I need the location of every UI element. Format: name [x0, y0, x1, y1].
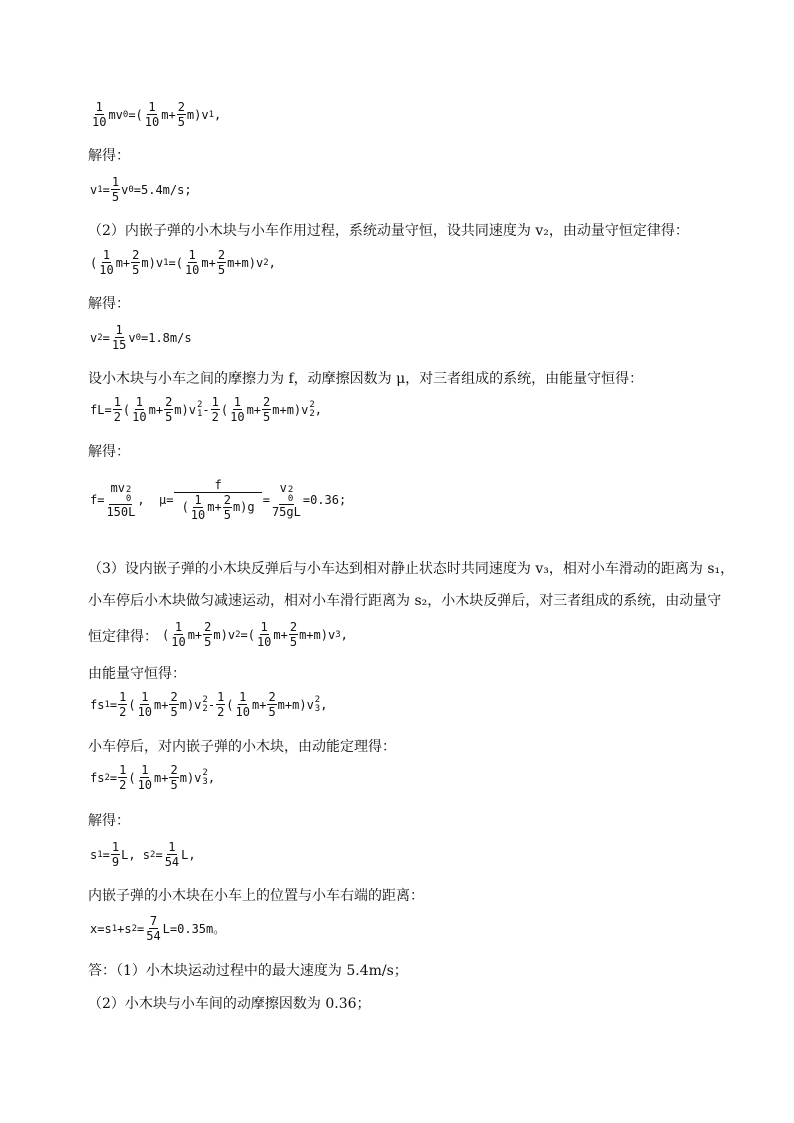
equation-10: s 1 = $\frac{1}{9}$ L, s 2 = $\frac{1}{54}$ L,: [90, 840, 196, 869]
equation-7: ( $\frac{1}{10}$ m+ $\frac{2}{5}$ m)v 2 =( $\frac{1}{10}$ m+ $\frac{2}{5}$ m+m)v 3 ,: [162, 620, 348, 649]
text-line: 解得：: [88, 813, 130, 829]
equation-5: fL= $\frac{1}{2}$ ( $\frac{1}{10}$ m+ $\frac{2}{5}$ m)v 2 1 - $\frac{1}{2}$ ( $\frac{1}{10}$ m+ $\frac{2}{5}$ m+m)v 2 2 ,: [90, 395, 323, 424]
text-line: 答：（1）小木块运动过程中的最大速度为 5.4m/s；: [88, 963, 408, 979]
equation-11: x=s 1 +s 2 = $\frac{7}{54}$ L=0.35m。: [90, 914, 226, 943]
equation-6: f= mv 2 0 150L , μ= f ( $\frac{1}{10}$ m+ $\frac{2}{5}$ m)g = v 2 0 75gL =0.36;: [90, 478, 347, 522]
equation-8: fs 1 = $\frac{1}{2}$ ( $\frac{1}{10}$ m+ $\frac{2}{5}$ m)v 2 2 - $\frac{1}{2}$ ( $\frac{1}{10}$ m+ $\frac{2}{5}$ m+m)v 2 3 ,: [90, 690, 328, 719]
text-line: 小车停后小木块做匀减速运动，相对小车滑行距离为 s₂，小木块反弹后，对三者组成的系统，由动量守: [88, 593, 722, 609]
text-line: 恒定律得：: [88, 629, 158, 645]
equation-1: $\frac{1}{10}$ mv 0 =( $\frac{1}{10}$ m+ $\frac{2}{5}$ m)v 1 ,: [92, 100, 222, 129]
text-line: 解得：: [88, 148, 130, 164]
text-line: （2）小木块与小车间的动摩擦因数为 0.36；: [88, 996, 371, 1012]
equation-2: v 1 = $\frac{1}{5}$ v 0 =5.4m/s;: [90, 175, 192, 204]
text-line: 小车停后，对内嵌子弹的小木块，由动能定理得：: [88, 739, 396, 755]
text-line: 设小木块与小车之间的摩擦力为 f，动摩擦因数为 μ，对三者组成的系统，由能量守恒得：: [88, 371, 644, 387]
text-line: 解得：: [88, 296, 130, 312]
text-line: 解得：: [88, 444, 130, 460]
text-line: （2）内嵌子弹的小木块与小车作用过程，系统动量守恒，设共同速度为 v₂，由动量守恒定律得：: [88, 223, 689, 239]
equation-4: v 2 = $\frac{1}{15}$ v 0 =1.8m/s: [90, 323, 192, 352]
equation-9: fs 2 = $\frac{1}{2}$ ( $\frac{1}{10}$ m+ $\frac{2}{5}$ m)v 2 3 ,: [90, 763, 216, 792]
equation-3: ( $\frac{1}{10}$ m+ $\frac{2}{5}$ m)v 1 =( $\frac{1}{10}$ m+ $\frac{2}{5}$ m+m)v 2 ,: [90, 248, 276, 277]
text-line: 内嵌子弹的小木块在小车上的位置与小车右端的距离：: [88, 888, 424, 904]
text-line: （3）设内嵌子弹的小木块反弹后与小车达到相对静止状态时共同速度为 v₃，相对小车滑动的距离为 s₁，: [88, 561, 735, 577]
text-line: 由能量守恒得：: [88, 666, 186, 682]
